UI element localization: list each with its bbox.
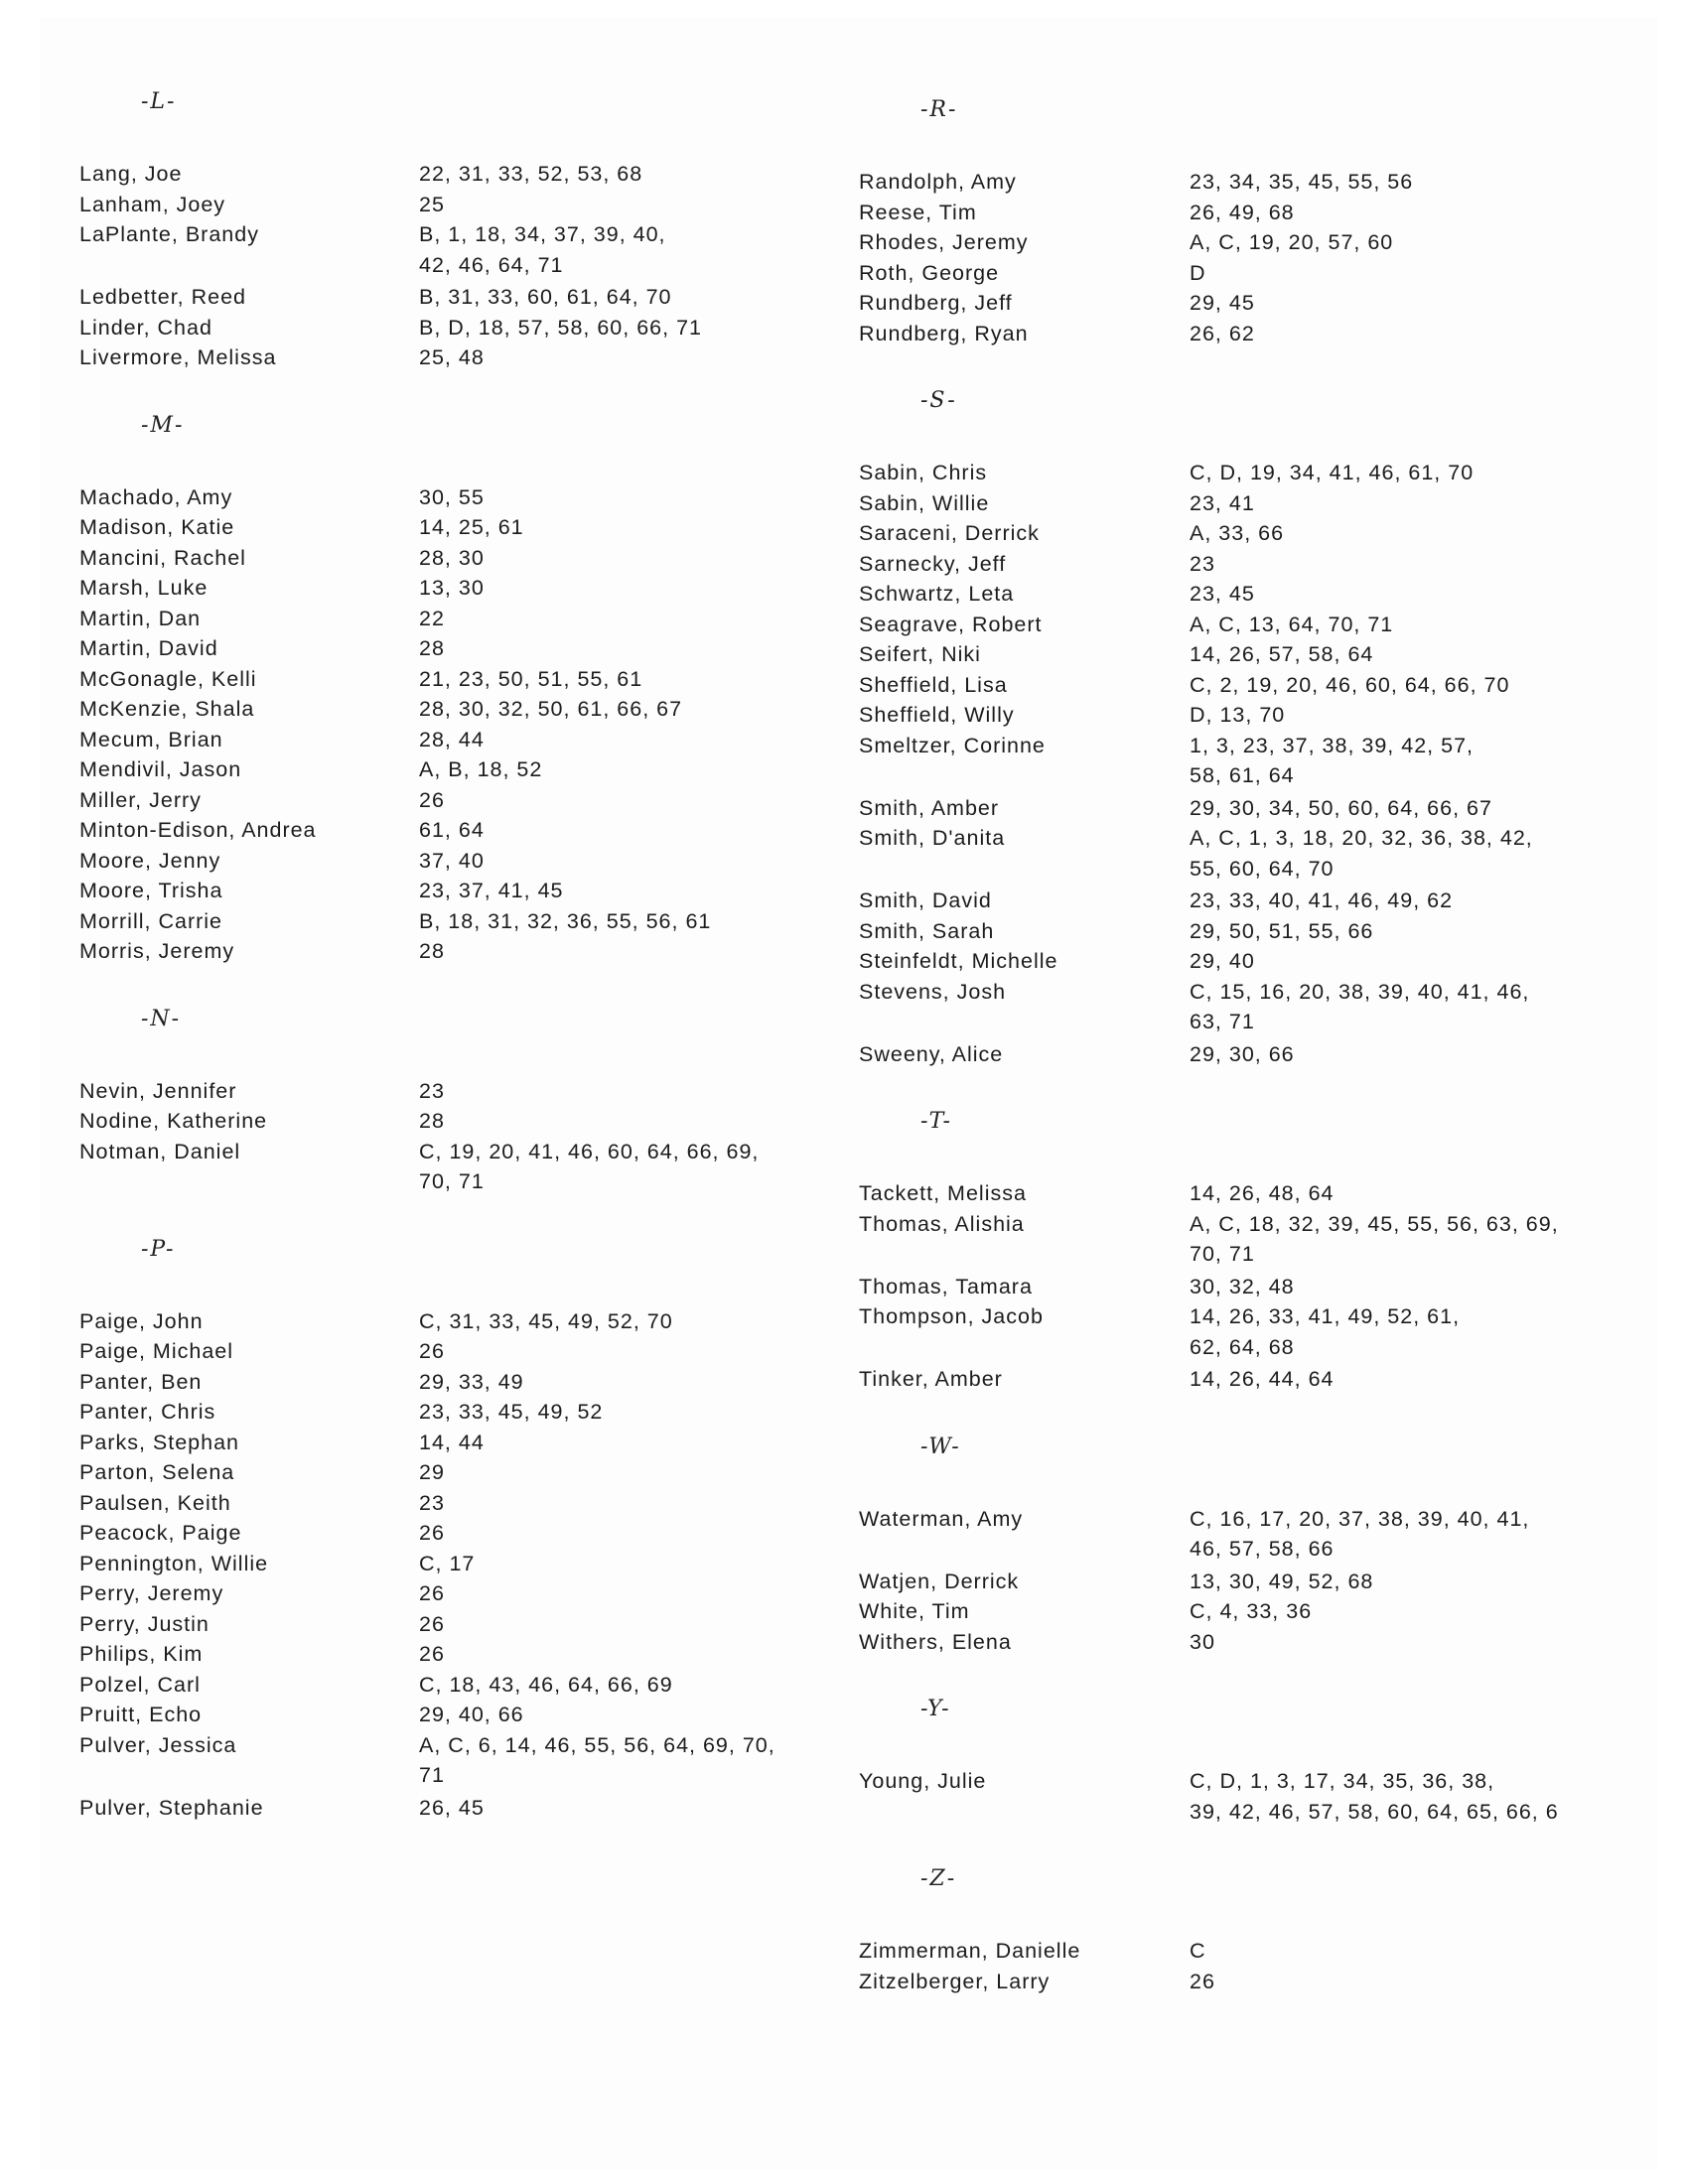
index-entry: [859, 1627, 1683, 1658]
entry-name: Nodine, Katherine: [79, 1109, 268, 1133]
entry-name: Pruitt, Echo: [79, 1703, 203, 1726]
entry-pages: 14, 25, 61: [419, 515, 524, 539]
index-entry: [79, 906, 864, 937]
entry-pages: 23, 33, 45, 49, 52: [419, 1400, 604, 1424]
entry-pages: 14, 26, 57, 58, 64: [1190, 642, 1374, 666]
index-entry: [79, 604, 864, 634]
entry-pages: 26, 49, 68: [1190, 200, 1295, 224]
entry-pages: 37, 40: [419, 848, 485, 873]
entry-pages: C, 31, 33, 45, 49, 52, 70: [419, 1308, 673, 1333]
entry-name: Zimmerman, Danielle: [859, 1939, 1081, 1963]
index-entry: [79, 219, 864, 280]
index-entry: [859, 610, 1683, 640]
entry-name: Randolph, Amy: [859, 170, 1017, 194]
entry-name: Peacock, Paige: [79, 1521, 242, 1545]
index-entry: [79, 512, 864, 543]
entry-pages: 25: [419, 192, 445, 216]
entry-name: Waterman, Amy: [859, 1506, 1024, 1531]
entry-name: Miller, Jerry: [79, 787, 202, 812]
index-entry: [859, 1364, 1683, 1395]
section-letter-heading: -T-: [920, 1109, 952, 1134]
index-column-left: [79, 18, 864, 1862]
entry-pages: 29, 30, 66: [1190, 1041, 1295, 1066]
index-entry: [859, 977, 1683, 1037]
entry-name: Lang, Joe: [79, 162, 183, 186]
index-entry: [859, 1209, 1683, 1270]
index-entry: [79, 543, 864, 574]
index-entry: [859, 1178, 1683, 1209]
index-section: [859, 1434, 1683, 1658]
entry-name: Sabin, Chris: [859, 461, 988, 484]
index-entry: [79, 1518, 864, 1549]
entry-pages: A, C, 18, 32, 39, 45, 55, 56, 63, 69, 70, 71: [1190, 1211, 1559, 1266]
entry-name: Sweeny, Alice: [859, 1041, 1004, 1066]
entry-name: Perry, Justin: [79, 1611, 210, 1636]
entry-name: Rhodes, Jeremy: [859, 230, 1029, 254]
entry-pages: 30, 55: [419, 484, 485, 509]
entry-name: Panter, Chris: [79, 1400, 216, 1424]
entry-name: Linder, Chad: [79, 315, 212, 340]
entry-pages: 26, 45: [419, 1795, 485, 1820]
index-section: [79, 89, 864, 373]
index-entry: [79, 725, 864, 755]
entry-pages: 13, 30: [419, 576, 485, 600]
index-entry: [79, 1137, 864, 1197]
section-letter-heading: -Y-: [920, 1697, 951, 1721]
index-entry: [79, 754, 864, 785]
entry-name: Sarnecky, Jeff: [859, 551, 1007, 576]
entry-pages: 28, 30: [419, 545, 485, 570]
entry-name: Seagrave, Robert: [859, 612, 1043, 636]
entry-pages: 21, 23, 50, 51, 55, 61: [419, 666, 643, 691]
index-entry: [79, 1793, 864, 1824]
entry-name: Sabin, Willie: [859, 490, 990, 515]
entry-name: Stevens, Josh: [859, 979, 1007, 1004]
entry-pages: 13, 30, 49, 52, 68: [1190, 1569, 1374, 1593]
section-letter-heading: -M-: [141, 412, 185, 438]
index-entry: [79, 1578, 864, 1609]
index-entry: [79, 1609, 864, 1640]
entry-name: Pulver, Stephanie: [79, 1795, 264, 1820]
entry-name: Panter, Ben: [79, 1369, 203, 1394]
index-entry: [79, 159, 864, 190]
index-entry: [859, 1936, 1683, 1967]
entry-name: Martin, David: [79, 636, 218, 660]
entry-pages: 25, 48: [419, 345, 485, 369]
entry-pages: 14, 26, 48, 64: [1190, 1181, 1335, 1205]
section-letter-heading: -W-: [920, 1433, 961, 1459]
entry-name: Morrill, Carrie: [79, 908, 222, 933]
entry-pages: 30, 32, 48: [1190, 1274, 1295, 1298]
index-entry: [79, 1457, 864, 1488]
entry-name: Parton, Selena: [79, 1460, 235, 1484]
index-entry: [859, 549, 1683, 580]
entry-pages: 23, 34, 35, 45, 55, 56: [1190, 170, 1414, 194]
index-entry: [79, 573, 864, 604]
index-section: [859, 1109, 1683, 1395]
entry-pages: 14, 26, 33, 41, 49, 52, 61, 62, 64, 68: [1190, 1304, 1461, 1359]
index-entry: [79, 633, 864, 664]
index-entry: [859, 488, 1683, 519]
entry-name: Tinker, Amber: [859, 1367, 1003, 1391]
index-entry: [79, 1549, 864, 1579]
index-entry: [859, 1039, 1683, 1070]
index-entry: [859, 319, 1683, 349]
entry-pages: 30: [1190, 1629, 1215, 1654]
entry-name: LaPlante, Brandy: [79, 222, 259, 246]
index-entry: [859, 916, 1683, 947]
index-entry: [859, 670, 1683, 701]
index-entry: [79, 1106, 864, 1137]
entry-name: Sheffield, Lisa: [859, 672, 1008, 697]
entry-pages: 14, 26, 44, 64: [1190, 1367, 1335, 1391]
entry-name: Perry, Jeremy: [79, 1581, 224, 1605]
index-entry: [859, 167, 1683, 198]
entry-pages: C, 2, 19, 20, 46, 60, 64, 66, 70: [1190, 672, 1510, 697]
index-section: [79, 1007, 864, 1197]
entry-name: McGonagle, Kelli: [79, 666, 257, 691]
index-entry: [79, 1428, 864, 1458]
index-entry: [79, 1397, 864, 1428]
index-section: [79, 1237, 864, 1824]
entry-pages: 29, 33, 49: [419, 1369, 524, 1394]
entry-pages: C, D, 1, 3, 17, 34, 35, 36, 38, 39, 42, 46, 57, 58, 60, 64, 65, 66, 6: [1190, 1769, 1559, 1824]
entry-name: Polzel, Carl: [79, 1672, 201, 1697]
entry-pages: B, D, 18, 57, 58, 60, 66, 71: [419, 315, 702, 340]
entry-name: Paige, Michael: [79, 1339, 234, 1363]
entry-name: White, Tim: [859, 1599, 970, 1623]
entry-pages: 29, 45: [1190, 291, 1255, 315]
entry-pages: 23: [419, 1078, 445, 1103]
entry-pages: A, C, 13, 64, 70, 71: [1190, 612, 1394, 636]
entry-pages: A, B, 18, 52: [419, 757, 543, 781]
entry-pages: C, 16, 17, 20, 37, 38, 39, 40, 41, 46, 57, 58, 66: [1190, 1506, 1530, 1561]
entry-name: Philips, Kim: [79, 1642, 204, 1666]
entry-name: Withers, Elena: [859, 1629, 1012, 1654]
entry-name: Paulsen, Keith: [79, 1490, 231, 1515]
entry-pages: 23: [419, 1490, 445, 1515]
entry-name: Young, Julie: [859, 1769, 987, 1793]
index-entry: [859, 1967, 1683, 1997]
entry-name: Smith, David: [859, 888, 992, 912]
entry-name: Thompson, Jacob: [859, 1304, 1044, 1328]
entry-name: Rundberg, Ryan: [859, 321, 1029, 345]
entry-pages: 26: [419, 1611, 445, 1636]
index-entry: [859, 1766, 1683, 1827]
entry-pages: B, 18, 31, 32, 36, 55, 56, 61: [419, 908, 712, 933]
entry-pages: 26, 62: [1190, 321, 1255, 345]
index-section: [859, 1866, 1683, 1996]
index-column-right: [859, 18, 1683, 2036]
entry-name: Rundberg, Jeff: [859, 291, 1013, 315]
entry-name: Roth, George: [859, 260, 1000, 285]
index-entry: [79, 876, 864, 906]
entry-pages: 29, 50, 51, 55, 66: [1190, 918, 1374, 943]
entry-name: Moore, Trisha: [79, 879, 223, 902]
section-letter-heading: -S-: [920, 388, 957, 413]
index-entry: [859, 518, 1683, 549]
index-entry: [859, 288, 1683, 319]
entry-name: Seifert, Niki: [859, 642, 981, 666]
entry-pages: 26: [419, 787, 445, 812]
index-entry: [79, 1488, 864, 1519]
entry-pages: 28: [419, 1109, 445, 1133]
index-entry: [859, 1596, 1683, 1627]
section-letter-heading: -N-: [141, 1006, 182, 1031]
entry-pages: 1, 3, 23, 37, 38, 39, 42, 57, 58, 61, 64: [1190, 733, 1475, 787]
entry-pages: 29, 40, 66: [419, 1703, 524, 1726]
index-entry: [79, 342, 864, 373]
entry-pages: A, C, 19, 20, 57, 60: [1190, 230, 1394, 254]
entry-name: Tackett, Melissa: [859, 1181, 1027, 1205]
entry-name: Moore, Jenny: [79, 848, 221, 873]
entry-name: Mancini, Rachel: [79, 545, 246, 570]
entry-pages: A, 33, 66: [1190, 521, 1285, 545]
index-entry: [79, 815, 864, 846]
index-section: [79, 413, 864, 967]
index-section: [859, 388, 1683, 1069]
entry-name: Watjen, Derrick: [859, 1569, 1020, 1593]
index-entry: [79, 190, 864, 220]
index-entry: [859, 1567, 1683, 1597]
entry-name: Thomas, Tamara: [859, 1274, 1033, 1298]
entry-name: Mecum, Brian: [79, 727, 223, 751]
entry-name: Smeltzer, Corinne: [859, 733, 1046, 757]
index-entry: [79, 846, 864, 877]
entry-pages: 26: [419, 1642, 445, 1666]
entry-name: Steinfeldt, Michelle: [859, 949, 1058, 973]
entry-pages: 28: [419, 939, 445, 963]
entry-name: Smith, Amber: [859, 795, 1000, 820]
index-entry: [79, 1076, 864, 1107]
entry-pages: A, C, 1, 3, 18, 20, 32, 36, 38, 42, 55, 60, 64, 70: [1190, 826, 1533, 881]
entry-pages: 29, 40: [1190, 949, 1255, 973]
index-entry: [859, 793, 1683, 824]
entry-name: Notman, Daniel: [79, 1139, 241, 1163]
index-entry: [859, 639, 1683, 670]
entry-name: Mendivil, Jason: [79, 757, 242, 781]
index-entry: [79, 313, 864, 343]
index-entry: [859, 1272, 1683, 1302]
entry-pages: C, D, 19, 34, 41, 46, 61, 70: [1190, 461, 1475, 484]
index-section: [859, 97, 1683, 348]
entry-name: Ledbetter, Reed: [79, 285, 247, 309]
entry-pages: 29, 30, 34, 50, 60, 64, 66, 67: [1190, 795, 1492, 820]
entry-name: McKenzie, Shala: [79, 697, 255, 721]
index-entry: [79, 936, 864, 967]
entry-pages: C, 18, 43, 46, 64, 66, 69: [419, 1672, 673, 1697]
entry-name: Martin, Dan: [79, 606, 202, 630]
entry-pages: 26: [419, 1581, 445, 1605]
entry-pages: 23, 41: [1190, 490, 1255, 515]
index-entry: [79, 785, 864, 816]
entry-pages: 26: [419, 1339, 445, 1363]
index-entry: [79, 1306, 864, 1337]
entry-name: Paige, John: [79, 1308, 204, 1333]
index-entry: [859, 579, 1683, 610]
entry-name: Sheffield, Willy: [859, 703, 1015, 727]
entry-pages: 26: [419, 1521, 445, 1545]
entry-pages: 28: [419, 636, 445, 660]
entry-pages: 23, 45: [1190, 582, 1255, 606]
entry-pages: 28, 44: [419, 727, 485, 751]
entry-name: Saraceni, Derrick: [859, 521, 1040, 545]
entry-name: Pulver, Jessica: [79, 1732, 237, 1757]
entry-name: Zitzelberger, Larry: [859, 1969, 1051, 1993]
entry-name: Parks, Stephan: [79, 1430, 240, 1454]
index-entry: [859, 700, 1683, 731]
index-entry: [79, 1700, 864, 1730]
entry-pages: B, 31, 33, 60, 61, 64, 70: [419, 285, 672, 309]
entry-name: Minton-Edison, Andrea: [79, 818, 317, 842]
entry-pages: B, 1, 18, 34, 37, 39, 40, 42, 46, 64, 71: [419, 222, 666, 277]
index-entry: [859, 227, 1683, 258]
section-letter-heading: -L-: [141, 89, 177, 114]
section-letter-heading: -P-: [141, 1236, 176, 1262]
entry-name: Schwartz, Leta: [859, 582, 1015, 606]
index-entry: [859, 458, 1683, 488]
index-entry: [859, 1504, 1683, 1565]
entry-name: Reese, Tim: [859, 200, 977, 224]
index-entry: [79, 1639, 864, 1670]
index-entry: [79, 1730, 864, 1791]
entry-pages: C, 19, 20, 41, 46, 60, 64, 66, 69, 70, 71: [419, 1139, 760, 1193]
entry-pages: A, C, 6, 14, 46, 55, 56, 64, 69, 70, 71: [419, 1732, 775, 1787]
index-entry: [859, 823, 1683, 884]
index-entry: [859, 1301, 1683, 1362]
entry-pages: C: [1190, 1939, 1206, 1963]
index-entry: [859, 198, 1683, 228]
entry-pages: 61, 64: [419, 818, 485, 842]
entry-name: Morris, Jeremy: [79, 939, 235, 963]
index-entry: [859, 946, 1683, 977]
index-entry: [79, 1670, 864, 1701]
index-entry: [859, 731, 1683, 791]
entry-pages: D, 13, 70: [1190, 703, 1286, 727]
entry-name: Thomas, Alishia: [859, 1211, 1025, 1236]
index-entry: [79, 1367, 864, 1398]
entry-pages: 23: [1190, 551, 1215, 576]
entry-pages: 26: [1190, 1969, 1215, 1993]
entry-name: Smith, D'anita: [859, 826, 1006, 850]
entry-name: Livermore, Melissa: [79, 345, 277, 369]
section-letter-heading: -Z-: [920, 1866, 957, 1891]
index-entry: [79, 664, 864, 695]
entry-name: Madison, Katie: [79, 515, 235, 539]
index-entry: [79, 282, 864, 313]
entry-pages: 29: [419, 1460, 445, 1484]
entry-pages: C, 17: [419, 1551, 476, 1575]
entry-name: Machado, Amy: [79, 484, 233, 509]
entry-pages: 23, 37, 41, 45: [419, 879, 564, 902]
entry-pages: 14, 44: [419, 1430, 485, 1454]
entry-pages: C, 4, 33, 36: [1190, 1599, 1313, 1623]
entry-name: Nevin, Jennifer: [79, 1078, 237, 1103]
entry-pages: 22, 31, 33, 52, 53, 68: [419, 162, 643, 186]
entry-name: Lanham, Joey: [79, 192, 226, 216]
entry-name: Pennington, Willie: [79, 1551, 269, 1575]
entry-pages: 28, 30, 32, 50, 61, 66, 67: [419, 697, 683, 721]
index-entry: [79, 1336, 864, 1367]
entry-pages: 23, 33, 40, 41, 46, 49, 62: [1190, 888, 1454, 912]
index-section: [859, 1697, 1683, 1827]
section-letter-heading: -R-: [920, 97, 958, 122]
entry-pages: 22: [419, 606, 445, 630]
entry-pages: D: [1190, 260, 1206, 285]
index-page: [40, 18, 1658, 2170]
index-entry: [79, 482, 864, 513]
index-entry: [859, 886, 1683, 916]
entry-name: Smith, Sarah: [859, 918, 995, 943]
entry-name: Marsh, Luke: [79, 576, 209, 600]
entry-pages: C, 15, 16, 20, 38, 39, 40, 41, 46, 63, 71: [1190, 979, 1530, 1033]
index-entry: [859, 258, 1683, 289]
index-entry: [79, 694, 864, 725]
